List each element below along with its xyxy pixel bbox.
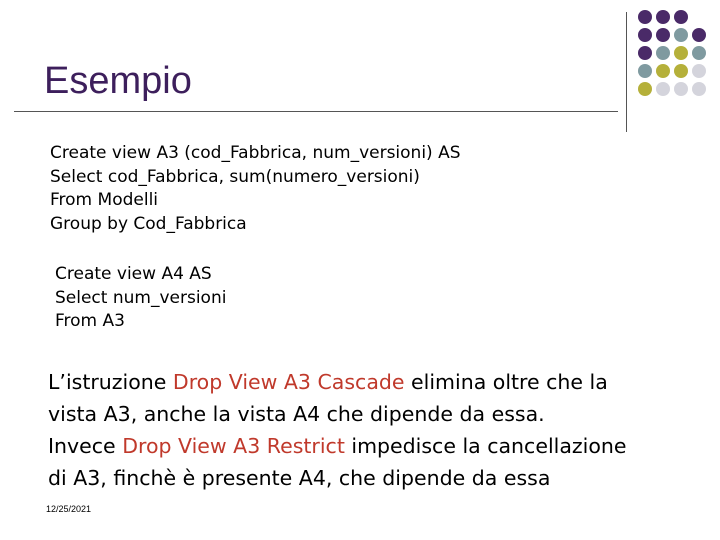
text: Invece: [48, 434, 123, 458]
text: elimina oltre che la: [404, 370, 608, 394]
paragraph-line: di A3, finchè è presente A4, che dipende da essa: [48, 466, 551, 490]
paragraph-line: [48, 366, 698, 398]
decorative-dot: [674, 64, 688, 78]
sql-create-view-a3: [50, 142, 461, 236]
code-line: From A3: [55, 311, 125, 331]
decorative-dot: [674, 46, 688, 60]
decorative-dot: [656, 64, 670, 78]
decorative-dot: [692, 46, 706, 60]
slide-date: 12/25/2021: [46, 504, 92, 514]
decorative-dot: [692, 64, 706, 78]
decorative-dot: [638, 28, 652, 42]
decorative-dot: [638, 46, 652, 60]
highlight-drop-restrict: Drop View A3 Restrict: [122, 434, 345, 458]
vertical-rule: [626, 12, 627, 132]
decorative-dot: [656, 82, 670, 96]
slide-title: Esempio: [44, 60, 192, 102]
paragraph-line: [48, 430, 698, 462]
sql-create-view-a4: [55, 263, 226, 334]
decorative-dot: [674, 82, 688, 96]
code-line: Create view A4 AS: [55, 264, 212, 284]
horizontal-rule: [14, 111, 618, 112]
explanation-paragraph: [48, 366, 698, 494]
decorative-dot: [638, 82, 652, 96]
decorative-dot: [692, 28, 706, 42]
decorative-dot: [638, 10, 652, 24]
decorative-dot: [674, 28, 688, 42]
highlight-drop-cascade: Drop View A3 Cascade: [172, 370, 405, 394]
text: L’istruzione: [48, 370, 173, 394]
decorative-dot-grid: [638, 10, 707, 97]
decorative-dot: [656, 10, 670, 24]
code-line: Create view A3 (cod_Fabbrica, num_versioni) AS: [50, 143, 461, 163]
code-line: Select num_versioni: [55, 287, 227, 308]
code-line: Select cod_Fabbrica, sum(numero_versioni): [50, 166, 420, 187]
text: impedisce la cancellazione: [344, 434, 627, 458]
code-line: Group by Cod_Fabbrica: [50, 213, 247, 234]
decorative-dot: [656, 46, 670, 60]
decorative-dot: [674, 10, 688, 24]
code-line: From Modelli: [50, 190, 159, 210]
decorative-dot: [656, 28, 670, 42]
decorative-dot: [638, 64, 652, 78]
paragraph-line: vista A3, anche la vista A4 che dipende da essa.: [48, 402, 545, 426]
decorative-dot: [692, 10, 706, 24]
decorative-dot: [692, 82, 706, 96]
